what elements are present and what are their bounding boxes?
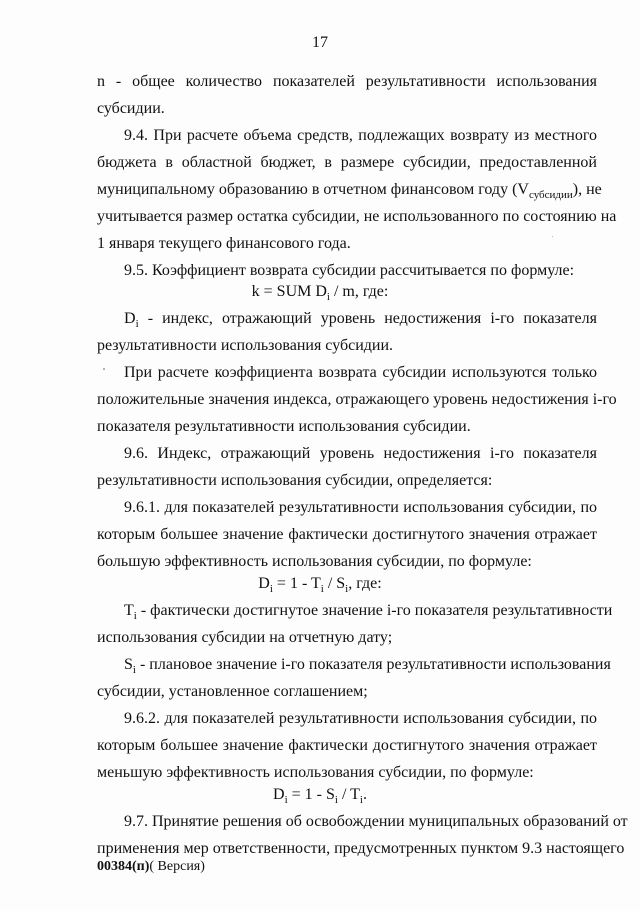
text-run: 1 января текущего финансового года. — [97, 235, 351, 252]
document-footer — [97, 858, 205, 876]
text-run: S — [124, 656, 133, 673]
text-line — [124, 812, 628, 832]
text-run: 9.4. При расчете объема средств, подлежащих возврату из местного — [124, 127, 597, 144]
text-line — [124, 498, 597, 518]
text-line — [124, 126, 597, 146]
text-run: / m, где: — [329, 283, 389, 300]
text-run: показателя результативности использования субсидии. — [97, 418, 471, 435]
subscript: i — [326, 291, 330, 304]
text-run: бюджета в областной бюджет, в размере субсидии, предоставленной — [97, 154, 597, 171]
text-run: . — [362, 786, 367, 803]
text-line — [97, 682, 368, 702]
text-run: 9.6.2. для показателей результативности использования субсидии, по — [124, 710, 597, 727]
text-line — [97, 471, 492, 491]
text-line — [97, 336, 393, 356]
subscript: i — [133, 610, 137, 623]
text-line — [97, 207, 617, 227]
text-line — [124, 309, 597, 334]
scan-speck — [103, 368, 105, 370]
text-run: T — [124, 602, 134, 619]
subscript: i — [320, 583, 324, 596]
text-run: , где: — [348, 575, 382, 592]
formula-line — [0, 282, 640, 307]
text-line — [124, 601, 613, 626]
text-run: D — [258, 575, 270, 592]
text-run: При расчете коэффициента возврата субсидии используются только — [124, 364, 597, 381]
text-run: муниципальному образованию в отчетном финансовом году (V — [97, 181, 529, 198]
subscript: i — [269, 583, 273, 596]
text-run: меньшую эффективность использования субсидии, по формуле: — [97, 764, 534, 781]
text-run: учитывается размер остатка субсидии, не использованного по состоянию на — [97, 208, 617, 225]
subscript: i — [345, 583, 349, 596]
subscript: i — [334, 794, 338, 807]
text-run: применения мер ответственности, предусмотренных пунктом 9.3 настоящего — [97, 840, 625, 857]
text-line — [97, 99, 165, 119]
text-run: которым большее значение фактически достигнутого значения отражает — [97, 526, 597, 543]
text-run: 9.5. Коэффициент возврата субсидии рассчитывается по формуле: — [124, 262, 575, 279]
text-run: 9.6. Индекс, отражающий уровень недостижения i-го показателя — [124, 445, 597, 462]
subscript: i — [359, 794, 363, 807]
text-line — [97, 390, 617, 410]
text-run: использования субсидии на отчетную дату; — [97, 629, 393, 646]
text-run: 9.7. Принятие решения об освобождении муниципальных образований от — [124, 813, 628, 830]
text-line — [97, 628, 392, 648]
text-line — [124, 655, 611, 680]
subscript: i — [132, 664, 136, 677]
text-run: большую эффективность использования субсидии, по формуле: — [97, 553, 532, 570]
text-run: субсидии. — [97, 100, 165, 117]
text-run: ), не — [572, 181, 602, 198]
text-run: результативности использования субсидии, определяется: — [97, 472, 493, 489]
text-run: D — [273, 786, 285, 803]
formula-line — [0, 785, 640, 810]
text-line — [124, 261, 574, 281]
text-line — [97, 180, 602, 205]
text-run: / S — [323, 575, 346, 592]
scan-speck — [552, 236, 553, 237]
text-run: = 1 - S — [287, 786, 335, 803]
text-run: - плановое значение i-го показателя результативности использования — [135, 656, 611, 673]
text-line — [124, 709, 597, 729]
subscript: i — [135, 318, 139, 331]
footer-code: 00384(п) — [97, 859, 150, 874]
text-run: 9.6.1. для показателей результативности использования субсидии, по — [124, 499, 597, 516]
text-run: которым большее значение фактически достигнутого значения отражает — [97, 737, 597, 754]
subscript: субсидии — [528, 189, 573, 202]
text-run: / T — [337, 786, 360, 803]
text-run: - индекс, отражающий уровень недостижения i-го показателя — [138, 310, 597, 327]
text-line — [97, 839, 625, 859]
formula-line — [0, 574, 640, 599]
text-line — [97, 763, 534, 783]
text-line — [97, 234, 351, 254]
text-line — [124, 444, 597, 464]
text-line — [124, 363, 597, 383]
text-run: k = SUM D — [251, 283, 327, 300]
text-line — [97, 417, 471, 437]
text-run: субсидии, установленное соглашением; — [97, 683, 368, 700]
text-run: положительные значения индекса, отражающего уровень недостижения i-го — [97, 391, 617, 408]
footer-version: ( Версия) — [149, 859, 205, 874]
text-run: = 1 - T — [272, 575, 321, 592]
text-run: результативности использования субсидии. — [97, 337, 394, 354]
text-line — [97, 153, 597, 173]
text-run: D — [124, 310, 136, 327]
text-line — [97, 72, 597, 92]
text-line — [97, 736, 597, 756]
text-run: - фактически достигнутое значение i-го показателя результативности — [136, 602, 613, 619]
text-line — [97, 525, 597, 545]
text-line — [97, 552, 532, 572]
text-run: n - общее количество показателей результативности использования — [97, 73, 597, 90]
subscript: i — [284, 794, 288, 807]
page-number: 17 — [312, 34, 328, 51]
